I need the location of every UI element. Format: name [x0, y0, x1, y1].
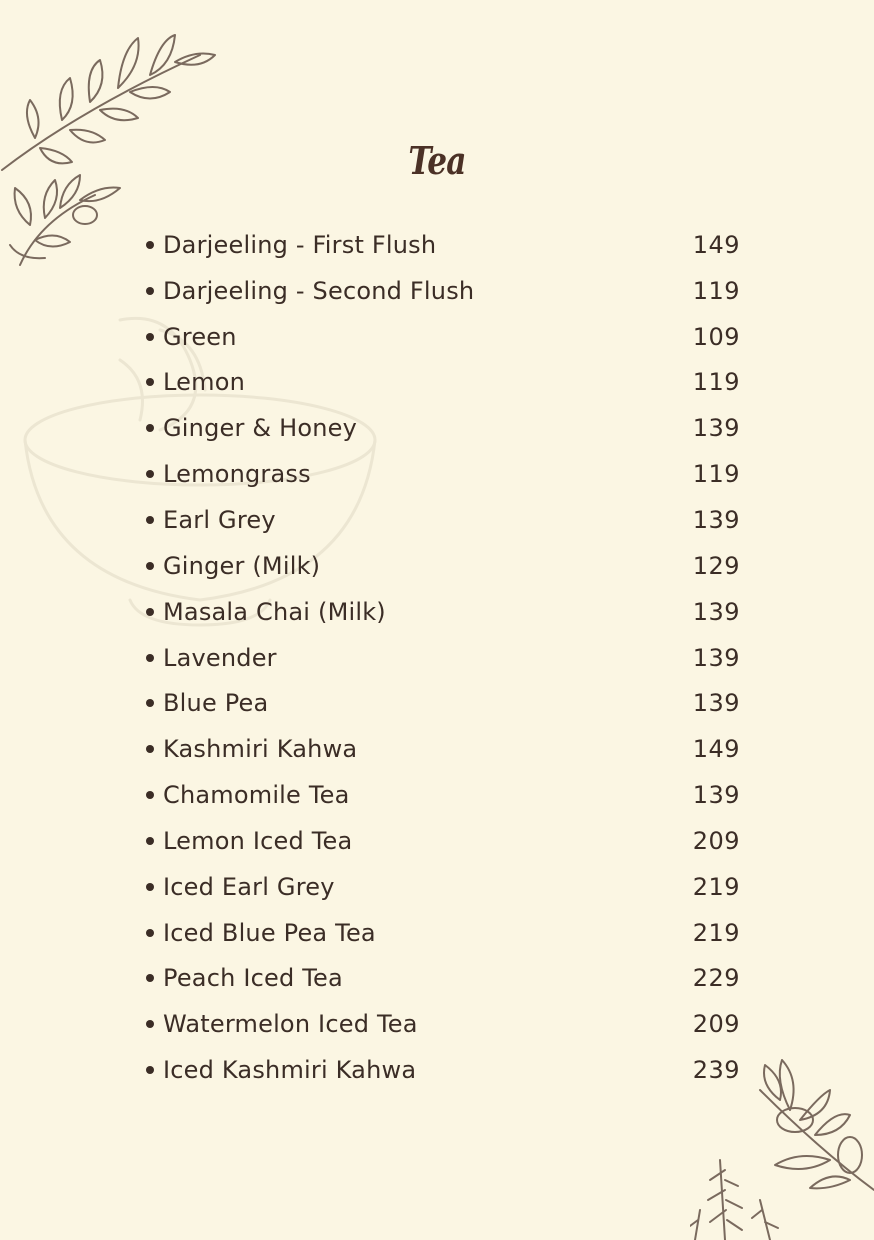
menu-item-price: 109: [692, 322, 740, 351]
bullet-icon: [146, 929, 154, 937]
menu-item: [144, 726, 740, 772]
menu-item-label-group: [144, 598, 386, 626]
menu-item-label-group: [144, 644, 277, 672]
menu-item-price: 139: [692, 505, 740, 534]
menu-item-label-group: [144, 689, 268, 717]
menu-item-name: Peach Iced Tea: [163, 964, 343, 993]
menu-item-price: 139: [692, 689, 740, 718]
menu-item-label-group: [144, 414, 357, 442]
menu-item-label-group: [144, 368, 245, 396]
bullet-icon: [146, 837, 154, 845]
menu-item: [144, 1001, 740, 1047]
bullet-icon: [146, 883, 154, 891]
menu-item-label-group: [144, 323, 237, 351]
menu-item-name: Darjeeling - Second Flush: [163, 276, 475, 305]
menu-item-label-group: [144, 506, 276, 534]
menu-item: [144, 635, 740, 681]
menu-item-price: 149: [692, 230, 740, 259]
menu-item-name: Kashmiri Kahwa: [163, 735, 358, 764]
menu-item: [144, 680, 740, 726]
menu-item-label-group: [144, 552, 320, 580]
menu-item: [144, 772, 740, 818]
menu-item-label-group: [144, 231, 436, 259]
bullet-icon: [146, 562, 154, 570]
menu-item-price: 239: [692, 1056, 740, 1085]
menu-item: [144, 268, 740, 314]
menu-item-name: Lemon: [163, 368, 245, 397]
menu-item-label-group: [144, 277, 474, 305]
menu-item-label-group: [144, 460, 311, 488]
menu-item: [144, 910, 740, 956]
bullet-icon: [146, 378, 154, 386]
bullet-icon: [146, 1020, 154, 1028]
menu-item-label-group: [144, 964, 343, 992]
menu-item-price: 209: [692, 826, 740, 855]
menu-item-price: 119: [692, 368, 740, 397]
menu-item-price: 119: [692, 276, 740, 305]
menu-item-name: Darjeeling - First Flush: [163, 230, 437, 259]
menu-item-price: 209: [692, 1010, 740, 1039]
menu-item: [144, 451, 740, 497]
menu-item: [144, 543, 740, 589]
menu-item-price: 139: [692, 414, 740, 443]
menu-item-label-group: [144, 735, 357, 763]
menu-item-label-group: [144, 1010, 418, 1038]
bullet-icon: [146, 608, 154, 616]
bullet-icon: [146, 654, 154, 662]
menu-item-label-group: [144, 781, 350, 809]
menu-item-price: 149: [692, 735, 740, 764]
bullet-icon: [146, 516, 154, 524]
menu-item: [144, 497, 740, 543]
menu-item-name: Masala Chai (Milk): [163, 597, 386, 626]
menu-item-name: Iced Blue Pea Tea: [163, 918, 376, 947]
menu-item-label-group: [144, 827, 352, 855]
menu-item-price: 139: [692, 643, 740, 672]
menu-item-price: 119: [692, 460, 740, 489]
menu-item-name: Watermelon Iced Tea: [163, 1010, 418, 1039]
bullet-icon: [146, 424, 154, 432]
menu-item-name: Blue Pea: [163, 689, 269, 718]
menu-item: [144, 1047, 740, 1093]
menu-item-name: Chamomile Tea: [163, 781, 350, 810]
bullet-icon: [146, 287, 154, 295]
menu-item-name: Ginger & Honey: [163, 414, 358, 443]
menu-item-name: Ginger (Milk): [163, 551, 321, 580]
bullet-icon: [146, 470, 154, 478]
menu-item: [144, 864, 740, 910]
bullet-icon: [146, 791, 154, 799]
menu-item-label-group: [144, 919, 376, 947]
bullet-icon: [146, 241, 154, 249]
menu-item: [144, 589, 740, 635]
menu-list: [144, 222, 740, 1093]
bullet-icon: [146, 699, 154, 707]
menu-item: [144, 818, 740, 864]
menu-item-price: 139: [692, 781, 740, 810]
bullet-icon: [146, 745, 154, 753]
menu-item-price: 139: [692, 597, 740, 626]
menu-item: [144, 314, 740, 360]
menu-item-name: Earl Grey: [163, 505, 276, 534]
bullet-icon: [146, 333, 154, 341]
menu-item-price: 129: [692, 551, 740, 580]
menu-item-name: Lemon Iced Tea: [163, 826, 353, 855]
bullet-icon: [146, 974, 154, 982]
bullet-icon: [146, 1066, 154, 1074]
menu-item-name: Lavender: [163, 643, 277, 672]
menu-item-name: Lemongrass: [163, 460, 311, 489]
menu-item: [144, 405, 740, 451]
menu-item: [144, 956, 740, 1002]
menu-item-name: Green: [163, 322, 237, 351]
menu-item: [144, 360, 740, 406]
menu-item-price: 219: [692, 918, 740, 947]
menu-item-name: Iced Earl Grey: [163, 872, 335, 901]
menu-item: [144, 222, 740, 268]
page-title: Tea: [408, 138, 466, 183]
menu-item-price: 229: [692, 964, 740, 993]
menu-item-price: 219: [692, 872, 740, 901]
menu-item-name: Iced Kashmiri Kahwa: [163, 1056, 417, 1085]
menu-item-label-group: [144, 873, 335, 901]
menu-item-label-group: [144, 1056, 416, 1084]
